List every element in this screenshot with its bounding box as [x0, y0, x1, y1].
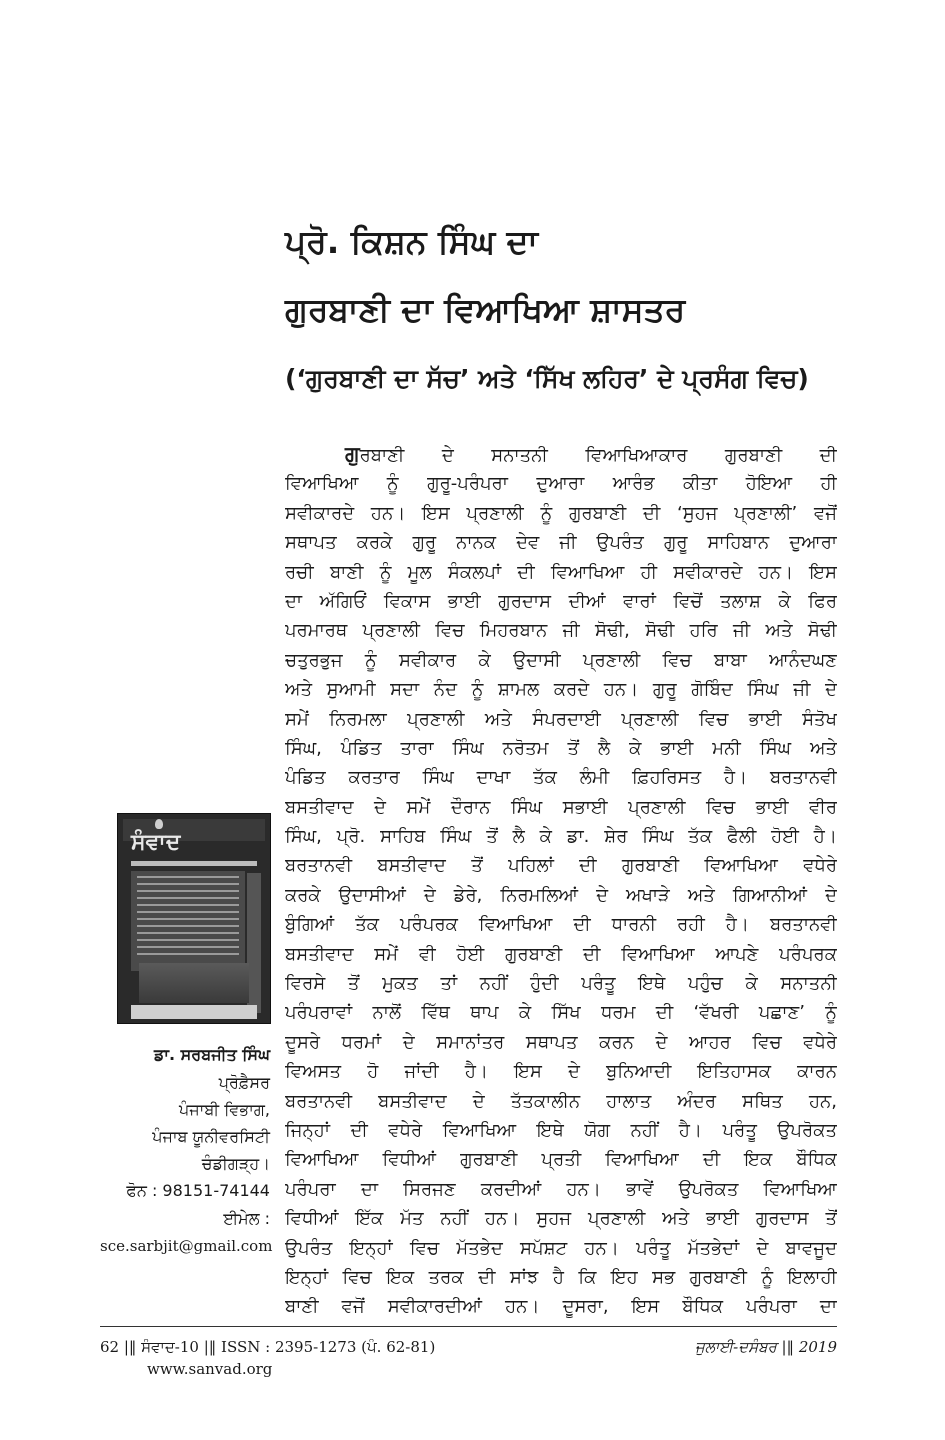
footer-issue-info: 62 |‖ ਸੰਵਾਦ-10 |‖ ISSN : 2395-1273 (ਪੰ. 62-81)	[100, 1338, 436, 1356]
footer-divider	[100, 1326, 837, 1327]
author-name: ਡਾ. ਸਰਬਜੀਤ ਸਿੰਘ	[154, 1045, 270, 1064]
body-line: ਬਰਤਾਨਵੀ ਬਸਤੀਵਾਦ ਤੋਂ ਪਹਿਲਾਂ ਦੀ ਗੁਰਬਾਣੀ ਵਿਆਖਿਆ ਵਧੇਰੇ	[285, 855, 837, 877]
body-line: ਵਿਅਸਤ ਹੋ ਜਾਂਦੀ ਹੈ। ਇਸ ਦੇ ਬੁਨਿਆਦੀ ਇਤਿਹਾਸਕ ਕਾਰਨ	[285, 1061, 837, 1083]
body-line: ਪੰਡਿਤ ਕਰਤਾਰ ਸਿੰਘ ਦਾਖਾ ਤੱਕ ਲੰਮੀ ਫ਼ਿਹਰਿਸਤ ਹੈ। ਬਰਤਾਨਵੀ	[285, 767, 837, 789]
body-line: ਬੁੰਗਿਆਂ ਤੱਕ ਪਰੰਪਰਕ ਵਿਆਖਿਆ ਦੀ ਧਾਰਨੀ ਰਹੀ ਹੈ। ਬਰਤਾਨਵੀ	[285, 914, 837, 936]
drop-cap: ਗੁ	[345, 442, 360, 466]
body-line: ਵਿਆਖਿਆ ਨੂੰ ਗੁਰੂ-ਪਰੰਪਰਾ ਦੁਆਰਾ ਆਰੰਭ ਕੀਤਾ ਹੋਇਆ ਹੀ	[285, 473, 837, 495]
body-line: ਸਮੇਂ ਨਿਰਮਲਾ ਪ੍ਰਣਾਲੀ ਅਤੇ ਸੰਪਰਦਾਈ ਪ੍ਰਣਾਲੀ ਵਿਚ ਭਾਈ ਸੰਤੋਖ	[285, 708, 837, 730]
body-line: ਵਿਆਖਿਆ ਵਿਧੀਆਂ ਗੁਰਬਾਣੀ ਪ੍ਰਤੀ ਵਿਆਖਿਆ ਦੀ ਇਕ ਬੌਧਿਕ	[285, 1149, 837, 1171]
body-line: ਦੂਸਰੇ ਧਰਮਾਂ ਦੇ ਸਮਾਨਾਂਤਰ ਸਥਾਪਤ ਕਰਨ ਦੇ ਆਹਰ ਵਿਚ ਵਧੇਰੇ	[285, 1031, 837, 1053]
body-line: ਬਾਣੀ ਵਜੋਂ ਸਵੀਕਾਰਦੀਆਂ ਹਨ। ਦੂਸਰਾ, ਇਸ ਬੌਧਿਕ ਪਰੰਪਰਾ ਦਾ	[285, 1296, 837, 1318]
article-title-line-1: ਪ੍ਰੋ. ਕਿਸ਼ਨ ਸਿੰਘ ਦਾ	[285, 222, 538, 261]
body-line: ਉਪਰੰਤ ਇਨ੍ਹਾਂ ਵਿਚ ਮੱਤਭੇਦ ਸਪੱਸ਼ਟ ਹਨ। ਪਰੰਤੂ ਮੱਤਭੇਦਾਂ ਦੇ ਬਾਵਜੂਦ	[285, 1237, 837, 1259]
footer-website-link[interactable]: www.sanvad.org	[147, 1360, 273, 1378]
article-title-line-2: ਗੁਰਬਾਣੀ ਦਾ ਵਿਆਖਿਆ ਸ਼ਾਸਤਰ	[285, 290, 686, 329]
body-line: ਸਵੀਕਾਰਦੇ ਹਨ। ਇਸ ਪ੍ਰਣਾਲੀ ਨੂੰ ਗੁਰਬਾਣੀ ਦੀ ‘ਸੁਹਜ ਪ੍ਰਣਾਲੀ’ ਵਜੋਂ	[285, 502, 837, 524]
body-first-line	[285, 440, 837, 469]
cover-logo: ਸੰਵਾਦ	[131, 829, 181, 855]
body-line: ਪਰਮਾਰਥ ਪ੍ਰਣਾਲੀ ਵਿਚ ਮਿਹਰਬਾਨ ਜੀ ਸੋਢੀ, ਸੋਢੀ ਹਰਿ ਜੀ ਅਤੇ ਸੋਢੀ	[285, 620, 837, 642]
body-line: ਰਚੀ ਬਾਣੀ ਨੂੰ ਮੂਲ ਸੰਕਲਪਾਂ ਦੀ ਵਿਆਖਿਆ ਹੀ ਸਵੀਕਾਰਦੇ ਹਨ। ਇਸ	[285, 561, 837, 583]
body-line: ਕਰਕੇ ਉਦਾਸੀਆਂ ਦੇ ਡੇਰੇ, ਨਿਰਮਲਿਆਂ ਦੇ ਅਖਾੜੇ ਅਤੇ ਗਿਆਨੀਆਂ ਦੇ	[285, 884, 837, 906]
body-line: ਬਸਤੀਵਾਦ ਸਮੇਂ ਵੀ ਹੋਈ ਗੁਰਬਾਣੀ ਦੀ ਵਿਆਖਿਆ ਆਪਣੇ ਪਰੰਪਰਕ	[285, 943, 837, 965]
cover-contents-list	[131, 871, 245, 971]
author-phone: ਫੋਨ : 98151-74144	[126, 1181, 270, 1200]
body-line: ਸਥਾਪਤ ਕਰਕੇ ਗੁਰੂ ਨਾਨਕ ਦੇਵ ਜੀ ਉਪਰੰਤ ਗੁਰੂ ਸਾਹਿਬਾਨ ਦੁਆਰਾ	[285, 532, 837, 554]
article-body	[285, 440, 837, 1322]
author-email-label: ਈਮੇਲ :	[223, 1209, 270, 1228]
body-line: ਇਨ੍ਹਾਂ ਵਿਚ ਇਕ ਤਰਕ ਦੀ ਸਾਂਝ ਹੈ ਕਿ ਇਹ ਸਭ ਗੁਰਬਾਣੀ ਨੂੰ ਇਲਾਹੀ	[285, 1266, 837, 1288]
body-line: ਅਤੇ ਸੁਆਮੀ ਸਦਾ ਨੰਦ ਨੂੰ ਸ਼ਾਮਲ ਕਰਦੇ ਹਨ। ਗੁਰੂ ਗੋਬਿੰਦ ਸਿੰਘ ਜੀ ਦੇ	[285, 679, 837, 701]
first-line-text: ਰਬਾਣੀ ਦੇ ਸਨਾਤਨੀ ਵਿਆਖਿਆਕਾਰ ਗੁਰਬਾਣੀ ਦੀ	[359, 445, 837, 466]
body-line: ਜਿਨ੍ਹਾਂ ਦੀ ਵਧੇਰੇ ਵਿਆਖਿਆ ਇਥੇ ਯੋਗ ਨਹੀਂ ਹੈ। ਪਰੰਤੂ ਉਪਰੋਕਤ	[285, 1119, 837, 1141]
body-line: ਚਤੁਰਭੁਜ ਨੂੰ ਸਵੀਕਾਰ ਕੇ ਉਦਾਸੀ ਪ੍ਰਣਾਲੀ ਵਿਚ ਬਾਬਾ ਆਨੰਦਘਣ	[285, 649, 837, 671]
body-line: ਦਾ ਅੱਗਿਓਂ ਵਿਕਾਸ ਭਾਈ ਗੁਰਦਾਸ ਦੀਆਂ ਵਾਰਾਂ ਵਿਚੋਂ ਤਲਾਸ਼ ਕੇ ਫਿਰ	[285, 590, 837, 612]
flame-icon	[155, 819, 163, 829]
author-university: ਪੰਜਾਬ ਯੂਨੀਵਰਸਿਟੀ	[152, 1127, 270, 1146]
body-line: ਸਿੰਘ, ਪੰਡਿਤ ਤਾਰਾ ਸਿੰਘ ਨਰੋਤਮ ਤੋਂ ਲੈ ਕੇ ਭਾਈ ਮਨੀ ਸਿੰਘ ਅਤੇ	[285, 737, 837, 759]
author-city: ਚੰਡੀਗੜ੍ਹ।	[201, 1154, 270, 1173]
article-subtitle: (‘ਗੁਰਬਾਣੀ ਦਾ ਸੱਚ’ ਅਤੇ ‘ਸਿੱਖ ਲਹਿਰ’ ਦੇ ਪ੍ਰਸੰਗ ਵਿਚ)	[285, 364, 809, 393]
journal-cover-image	[117, 813, 271, 1024]
author-department: ਪੰਜਾਬੀ ਵਿਭਾਗ,	[178, 1100, 270, 1119]
author-role: ਪ੍ਰੋਫ਼ੈਸਰ	[218, 1073, 270, 1092]
body-line: ਬਰਤਾਨਵੀ ਬਸਤੀਵਾਦ ਦੇ ਤੱਤਕਾਲੀਨ ਹਾਲਾਤ ਅੰਦਰ ਸਥਿਤ ਹਨ,	[285, 1090, 837, 1112]
body-line: ਵਿਰਸੇ ਤੋਂ ਮੁਕਤ ਤਾਂ ਨਹੀਂ ਹੁੰਦੀ ਪਰੰਤੂ ਇਥੇ ਪਹੁੰਚ ਕੇ ਸਨਾਤਨੀ	[285, 973, 837, 995]
body-line: ਪਰੰਪਰਾਵਾਂ ਨਾਲੋਂ ਵਿੱਥ ਥਾਪ ਕੇ ਸਿੱਖ ਧਰਮ ਦੀ ‘ਵੱਖਰੀ ਪਛਾਣ’ ਨੂੰ	[285, 1002, 837, 1024]
author-email[interactable]: sce.sarbjit@gmail.com	[100, 1237, 273, 1255]
body-line: ਵਿਧੀਆਂ ਇੱਕ ਮੱਤ ਨਹੀਂ ਹਨ। ਸੁਹਜ ਪ੍ਰਣਾਲੀ ਅਤੇ ਭਾਈ ਗੁਰਦਾਸ ਤੋਂ	[285, 1208, 837, 1230]
body-line: ਬਸਤੀਵਾਦ ਦੇ ਸਮੇਂ ਦੌਰਾਨ ਸਿੰਘ ਸਭਾਈ ਪ੍ਰਣਾਲੀ ਵਿਚ ਭਾਈ ਵੀਰ	[285, 796, 837, 818]
body-line: ਪਰੰਪਰਾ ਦਾ ਸਿਰਜਣ ਕਰਦੀਆਂ ਹਨ। ਭਾਵੇਂ ਉਪਰੋਕਤ ਵਿਆਖਿਆ	[285, 1178, 837, 1200]
footer-date: ਜੁਲਾਈ-ਦਸੰਬਰ |‖ 2019	[694, 1338, 837, 1356]
building-image	[139, 963, 249, 1003]
body-line: ਸਿੰਘ, ਪ੍ਰੋ. ਸਾਹਿਬ ਸਿੰਘ ਤੋਂ ਲੈ ਕੇ ਡਾ. ਸ਼ੇਰ ਸਿੰਘ ਤੱਕ ਫੈਲੀ ਹੋਈ ਹੈ।	[285, 826, 837, 848]
